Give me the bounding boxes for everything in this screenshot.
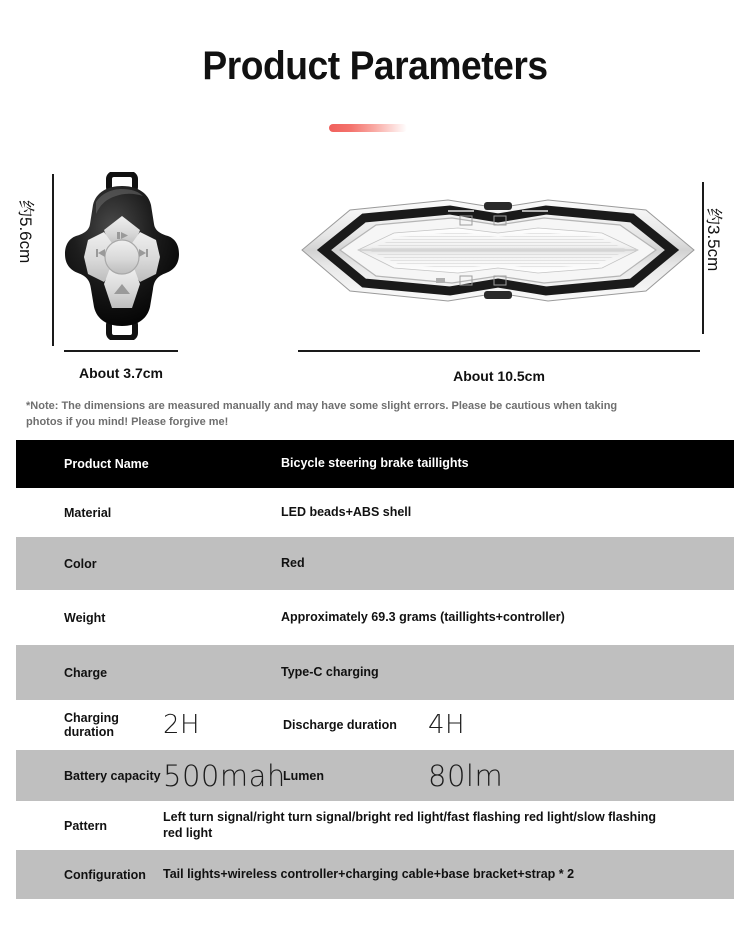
dimension-figures bbox=[0, 160, 750, 390]
taillight-image bbox=[298, 188, 698, 313]
row-value: Type-C charging bbox=[281, 664, 379, 679]
row-label: Configuration bbox=[64, 867, 146, 882]
table-row bbox=[16, 590, 734, 645]
row-value: Tail lights+wireless controller+charging cable+base bracket+strap * 2 bbox=[163, 866, 575, 881]
right-width-caption: About 10.5cm bbox=[453, 368, 545, 384]
row-label: Product Name bbox=[64, 457, 149, 471]
table-row bbox=[16, 801, 734, 850]
row-value: 2H bbox=[163, 710, 201, 740]
table-row bbox=[16, 440, 734, 488]
row-label: Charge bbox=[64, 665, 108, 680]
right-height-label: 约3.5cm bbox=[704, 208, 723, 272]
page-title: Product Parameters bbox=[202, 44, 548, 88]
row-label: Charging duration bbox=[64, 711, 119, 739]
measurement-note: *Note: The dimensions are measured manually and may have some slight errors. Please be cautious when taking photos if you mind! Please forgive me! bbox=[26, 400, 618, 428]
row-value: 500mah bbox=[163, 758, 286, 793]
specification-table bbox=[16, 440, 734, 899]
table-row bbox=[16, 488, 734, 537]
row-label-secondary: Lumen bbox=[283, 768, 324, 783]
row-label: Weight bbox=[64, 610, 106, 625]
title-divider bbox=[329, 124, 407, 132]
left-height-measure-line bbox=[52, 174, 54, 346]
table-row bbox=[16, 750, 734, 801]
table-row bbox=[16, 645, 734, 700]
table-row bbox=[16, 700, 734, 750]
row-value-secondary: 4H bbox=[428, 710, 466, 740]
table-row bbox=[16, 850, 734, 899]
left-height-label: 约5.6cm bbox=[16, 200, 35, 264]
row-label: Material bbox=[64, 505, 112, 520]
row-value: Approximately 69.3 grams (taillights+controller) bbox=[281, 609, 565, 624]
row-label: Pattern bbox=[64, 818, 108, 833]
row-label: Color bbox=[64, 556, 97, 571]
table-row bbox=[16, 537, 734, 590]
row-value: Red bbox=[281, 555, 305, 570]
row-label: Battery capacity bbox=[64, 768, 161, 783]
left-width-measure-line bbox=[64, 350, 178, 352]
row-value: Bicycle steering brake taillights bbox=[281, 456, 469, 471]
remote-controller-image bbox=[62, 172, 182, 340]
row-value-secondary: 80lm bbox=[428, 758, 504, 793]
left-width-caption: About 3.7cm bbox=[78, 365, 163, 381]
row-label-secondary: Discharge duration bbox=[283, 718, 397, 732]
row-value: Left turn signal/right turn signal/bright red light/fast flashing red light/slow flashing red light bbox=[163, 809, 657, 840]
right-width-measure-line bbox=[298, 350, 700, 352]
row-value: LED beads+ABS shell bbox=[281, 504, 412, 519]
